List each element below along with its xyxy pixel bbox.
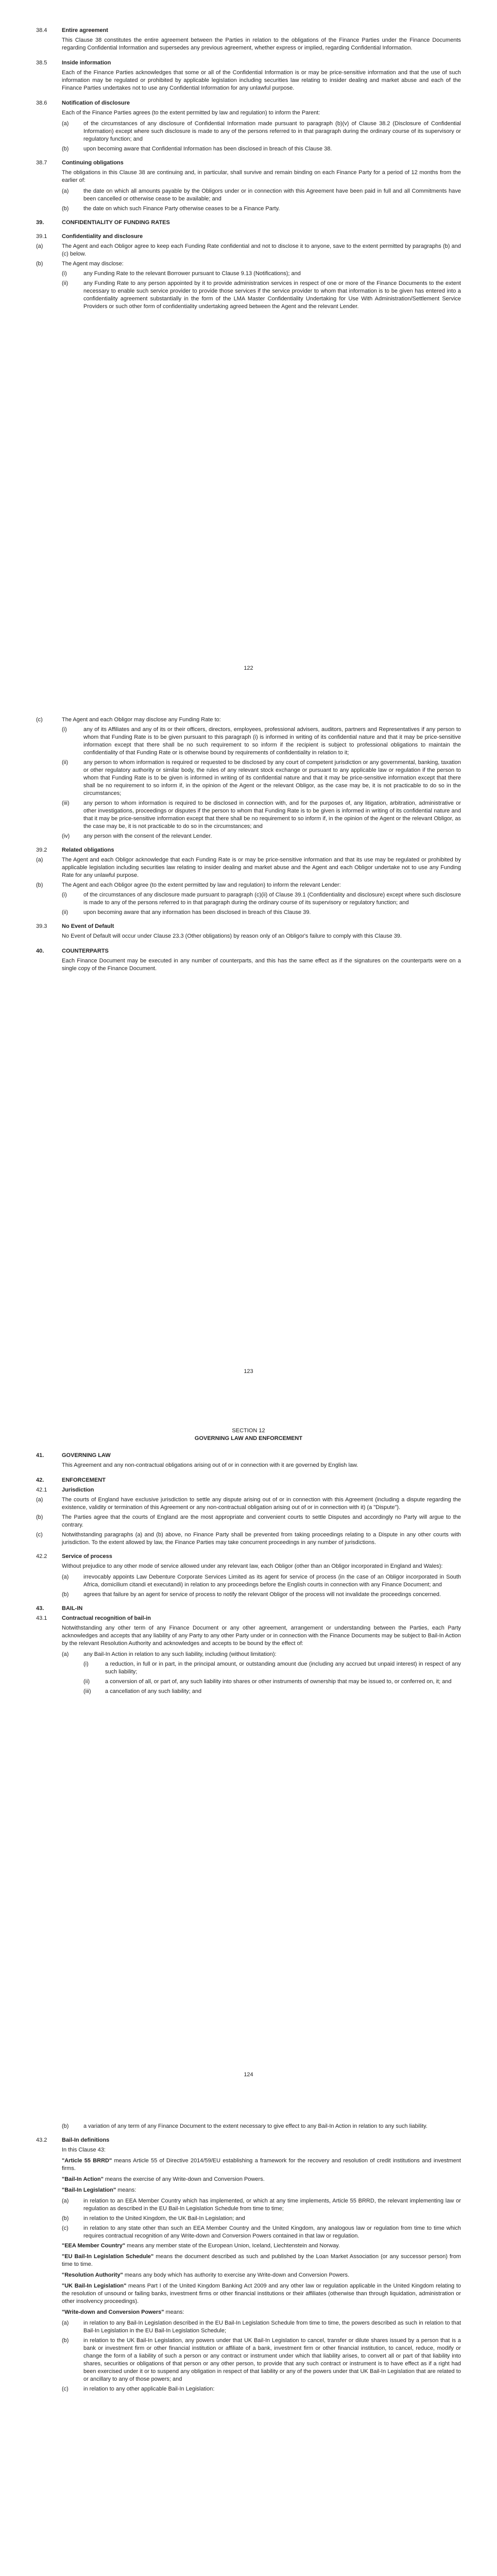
definition-resolution-authority: "Resolution Authority" means any body which has authority to exercise any Write-down and Conversion Powers. [62,2272,350,2278]
page-125-body [36,2123,461,2395]
definition-write-down-powers-b: (b) in relation to the UK Bail-In Legislation, any powers under that UK Bail-In Legislation to cancel, transfer or dilute shares issued by a person that is a bank or investment firm or other financial institution or affiliate of a bank, investment firm or other financial institution, to cancel, reduce, modify or change the form of a liability of such a person or any contract or instrument under which that liability arises, to convert all or part of that liability into shares, securities or obligations of that person or any other person, to provide that any such contract or instrument is to have effect as if a right had been exercised under it or to suspend any obligation in respect of that liability or any of the powers under that UK Bail-In Legislation that are related to or ancillary to any of those powers; and [62,2337,461,2382]
clause-38-5-heading: 38.5 Inside information [36,60,111,66]
clause-42-2-b: (b) agrees that failure by an agent for service of process to notify the relevant Obligor of the process will not invalidate the proceedings concerned. [62,1591,441,1598]
definition-write-down-powers-a: (a) in relation to any Bail-In Legislation described in the EU Bail-In Legislation Schedule from time to time, the powers described as such in relation to that Bail-In Legislation in the EU Bail-In Legislation Schedule; [62,2320,461,2334]
section-heading [0,1427,497,1443]
definition-uk-bail-in-legislation: "UK Bail-In Legislation" means Part I of the United Kingdom Banking Act 2009 and any other law or regulation applicable in the United Kingdom relating to the resolution of unsound or failing banks, investment firms or other financial institutions or their affiliates (otherwise than through liquidation, administration or other insolvency proceedings). [62,2283,461,2304]
clause-39-1-c-iv: (iv) any person with the consent of the relevant Lender. [62,833,212,839]
definition-article-55: "Article 55 BRRD" means Article 55 of Directive 2014/59/EU establishing a framework for the recovery and resolution of credit institutions and investment firms. [62,2158,461,2172]
clause-38-7-b: (b) the date on which such Finance Party otherwise ceases to be a Finance Party. [62,206,280,212]
clause-38-7-text: The obligations in this Clause 38 are continuing and, in particular, shall survive and remain binding on each Finance Party for a period of 12 months from the earlier of: [62,170,461,183]
definition-bail-in-action: "Bail-In Action" means the exercise of any Write-down and Conversion Powers. [62,2176,265,2182]
clause-43-1-a-i: (i) a reduction, in full or in part, in the principal amount, or outstanding amount due (including any accrued but unpaid interest) in respect of any such liability; [83,1661,461,1675]
definition-write-down-powers: "Write-down and Conversion Powers" means: [62,2309,184,2315]
clause-38-6-heading: 38.6 Notification of disclosure [36,100,130,106]
clause-39-1-b: (b) The Agent may disclose: [36,261,124,267]
clause-39-2-b-i: (i) of the circumstances of any disclosure made pursuant to paragraph (c)(ii) of Clause 39.1 (Confidentiality and disclosure) except where such disclosure is made to any of the persons referred to in that paragraph during the ordinary course of its supervisory or regulatory function; and [62,892,461,906]
clause-41-heading: 41. GOVERNING LAW [36,1452,111,1459]
definition-eea-member-country: "EEA Member Country" means any member state of the European Union, Iceland, Liechtenstein and Norway. [62,2243,340,2249]
clause-40-heading: 40. COUNTERPARTS [36,948,109,954]
clause-38-4-heading: 38.4 Entire agreement [36,27,108,33]
definition-bail-in-legislation: "Bail-In Legislation" means: [62,2187,136,2193]
clause-42-2-heading: 42.2 Service of process [36,1553,112,1560]
clause-43-1-b: (b) a variation of any term of any Finance Document to the extent necessary to give effect to any Bail-In Action in relation to any such liability. [62,2123,427,2129]
clause-42-1-c: (c) Notwithstanding paragraphs (a) and (b) above, no Finance Party shall be prevented from taking proceedings relating to a Dispute in any other courts with jurisdiction. To the extent allowed by law, the Finance Parties may take concurrent proceedings in any number of jurisdictions. [36,1532,461,1546]
clause-39-2-heading: 39.2 Related obligations [36,847,114,853]
clause-39-1-heading: 39.1 Confidentiality and disclosure [36,233,143,240]
clause-41-text: This Agreement and any non-contractual obligations arising out of or in connection with it are governed by English law. [62,1462,358,1468]
definition-eu-bail-in-schedule: "EU Bail-In Legislation Schedule" means the document described as such and published by the Loan Market Association (or any successor person) from time to time. [62,2253,461,2267]
page-124-body [36,1452,461,1698]
clause-42-1-a: (a) The courts of England have exclusive jurisdiction to settle any dispute arising out of or in connection with this Agreement (including a dispute regarding the existence, validity or termination of this Agreement or any non-contractual obligation arising out of or in connection with it) (a "Dispute"). [36,1497,461,1511]
clause-43-1-heading: 43.1 Contractual recognition of bail-in [36,1615,151,1621]
clause-38-7-heading: 38.7 Continuing obligations [36,160,124,166]
clause-39-2-a: (a) The Agent and each Obligor acknowledge that each Funding Rate is or may be price-sensitive information and that its use may be regulated or prohibited by applicable legislation including securities law relating to insider dealing and market abuse and the Agent and each Obligor undertake not to use any Funding Rate for any unlawful purpose. [36,857,461,878]
clause-42-heading: 42. ENFORCEMENT [36,1477,106,1483]
clause-43-2-heading: 43.2 Bail-In definitions [36,2137,110,2143]
page-123 [0,703,497,1406]
page-number: 122 [244,665,253,671]
clause-43-1-a-ii: (ii) a conversion of all, or part of, any such liability into shares or other instruments of ownership that may be issued to, or conferred on, it; and [83,1679,452,1685]
clause-39-1-a: (a) The Agent and each Obligor agree to keep each Funding Rate confidential and not to disclose it to anyone, save to the extent permitted by paragraphs (b) and (c) below. [36,243,461,257]
clause-42-2-a: (a) irrevocably appoints Law Debenture Corporate Services Limited as its agent for service of process (in the case of an Obligor incorporated in South Africa, domicilium citandi et executandi) in relation to any proceedings before the English courts in connection with any Finance Document; and [62,1574,461,1588]
page-number: 124 [244,2072,253,2078]
page-123-body [36,716,461,976]
clause-42-2-text: Without prejudice to any other mode of service allowed under any relevant law, each Obligor (other than an Obligor incorporated in England and Wales): [62,1563,443,1569]
clause-43-1-a-iii: (iii) a cancellation of any such liability; and [83,1688,202,1694]
clause-43-2-text: In this Clause 43: [62,2147,106,2153]
definition-bail-in-legislation-c: (c) in relation to any state other than such an EEA Member Country and the United Kingdom, any analogous law or regulation from time to time which requires contractual recognition of any Write-down and Conversion Powers contained in that law or regulation. [62,2225,461,2239]
clause-39-2-b: (b) The Agent and each Obligor agree (to the extent permitted by law and regulation) to inform the relevant Lender: [36,882,341,888]
clause-39-1-b-i: (i) any Funding Rate to the relevant Borrower pursuant to Clause 9.13 (Notifications); and [62,270,301,277]
clause-39-1-b-ii: (ii) any Funding Rate to any person appointed by it to provide administration services in respect of one or more of the Finance Documents to the extent necessary to enable such service provider to provide those services if the service provider to whom that information is to be given has entered into a confidentiality agreement substantially in the form of the LMA Master Confidentiality Undertaking for Use With Administration/Settlement Service Providers or such other form of confidentiality undertaking agreed between the Agent and the relevant Lender. [62,280,461,310]
clause-38-5-text: Each of the Finance Parties acknowledges that some or all of the Confidential Information is or may be price-sensitive information and that the use of such information may be regulated or prohibited by applicable legislation including securities law relating to insider dealing and market abuse and each of the Finance Parties undertakes not to use any Confidential Information for any unlawful purpose. [62,70,461,91]
section-title: GOVERNING LAW AND ENFORCEMENT [194,1435,303,1442]
definition-write-down-powers-c: (c) in relation to any other applicable Bail-In Legislation: [62,2386,215,2392]
clause-38-6-a: (a) of the circumstances of any disclosure of Confidential Information made pursuant to paragraph (b)(v) of Clause 38.2 (Disclosure of Confidential Information) except where such disclosure is made to any of the persons referred to in that paragraph during the ordinary course of its supervisory or regulatory function; and [62,121,461,142]
clause-43-1-text: Notwithstanding any other term of any Finance Document or any other agreement, arrangement or understanding between the Parties, each Party acknowledges and accepts that any liability of any Party to any other Party under or in connection with the Finance Documents may be subject to Bail-In Action by the relevant Resolution Authority and acknowledges and accepts to be bound by the effect of: [62,1625,461,1647]
clause-38-6-text: Each of the Finance Parties agrees (to the extent permitted by law and regulation) to inform the Parent: [62,110,320,116]
clause-39-1-c-ii: (ii) any person to whom information is required or requested to be disclosed by any court of competent jurisdiction or any governmental, banking, taxation or other regulatory authority or similar body, the rules of any relevant stock exchange or pursuant to any applicable law or regulation if the person to whom that Funding Rate is to be given is informed in writing of its confidential nature and that it may be price-sensitive information except that there shall be no requirement to so inform if, in the opinion of the Agent or the relevant Obligor, as the case may be, it is not practicable to do so in the circumstances; [62,759,461,796]
page-124 [0,1406,497,2110]
clause-39-1-c: (c) The Agent and each Obligor may disclose any Funding Rate to: [36,717,221,723]
clause-42-1-heading: 42.1 Jurisdiction [36,1487,94,1493]
definition-bail-in-legislation-a: (a) in relation to an EEA Member Country which has implemented, or which at any time implements, Article 55 BRRD, the relevant implementing law or regulation as described in the EU Bail-In Legislation Schedule from time to time; [62,2198,461,2212]
section-number: SECTION 12 [232,1428,265,1434]
page-122-body [36,27,461,313]
page-122 [0,0,497,703]
clause-38-4-text: This Clause 38 constitutes the entire agreement between the Parties in relation to the obligations of the Finance Parties under the Finance Documents regarding Confidential Information and supersedes any previous agreement, whether express or implied, regarding Confidential Information. [62,37,461,51]
page-number: 123 [244,1368,253,1375]
clause-40-text: Each Finance Document may be executed in any number of counterparts, and this has the same effect as if the signatures on the counterparts were on a single copy of the Finance Document. [62,958,461,972]
clause-42-1-b: (b) The Parties agree that the courts of England are the most appropriate and convenient courts to settle Disputes and accordingly no Party will argue to the contrary. [36,1514,461,1528]
clause-38-6-b: (b) upon becoming aware that Confidential Information has been disclosed in breach of this Clause 38. [62,146,332,152]
definition-bail-in-legislation-b: (b) in relation to the United Kingdom, the UK Bail-In Legislation; and [62,2215,245,2222]
clause-39-3-heading: 39.3 No Event of Default [36,923,114,929]
clause-39-1-c-i: (i) any of its Affiliates and any of its or their officers, directors, employees, professional advisers, auditors, partners and Representatives if any person to whom that Funding Rate is to be given pursuant to this paragraph (i) is informed in writing of its confidential nature and that it may be price-sensitive information except that there shall be no such requirement to so inform if the recipient is subject to professional obligations to maintain the confidentiality of that Funding Rate or is otherwise bound by requirements of confidentiality in relation to it; [62,726,461,756]
clause-39-heading: 39. CONFIDENTIALITY OF FUNDING RATES [36,219,170,226]
page-125 [0,2110,497,2576]
clause-43-1-a: (a) any Bail-In Action in relation to any such liability, including (without limitation): [62,1651,277,1657]
clause-43-heading: 43. BAIL-IN [36,1605,83,1612]
clause-38-7-a: (a) the date on which all amounts payable by the Obligors under or in connection with this Agreement have been paid in full and all Commitments have been cancelled or otherwise cease to be available; and [62,188,461,202]
clause-39-3-text: No Event of Default will occur under Clause 23.3 (Other obligations) by reason only of an Obligor's failure to comply with this Clause 39. [62,933,402,939]
clause-39-2-b-ii: (ii) upon becoming aware that any information has been disclosed in breach of this Clause 39. [62,909,311,916]
clause-39-1-c-iii: (iii) any person to whom information is required to be disclosed in connection with, and for the purposes of, any litigation, arbitration, administrative or other investigations, proceedings or disputes if the person to whom that Funding Rate is to be given is informed in writing of its confidential nature and that it may be price-sensitive information except that there shall be no requirement to so inform if, in the opinion of the Agent or the relevant Obligor, as the case may be, it is not practicable to do so in the circumstances; and [62,800,461,829]
